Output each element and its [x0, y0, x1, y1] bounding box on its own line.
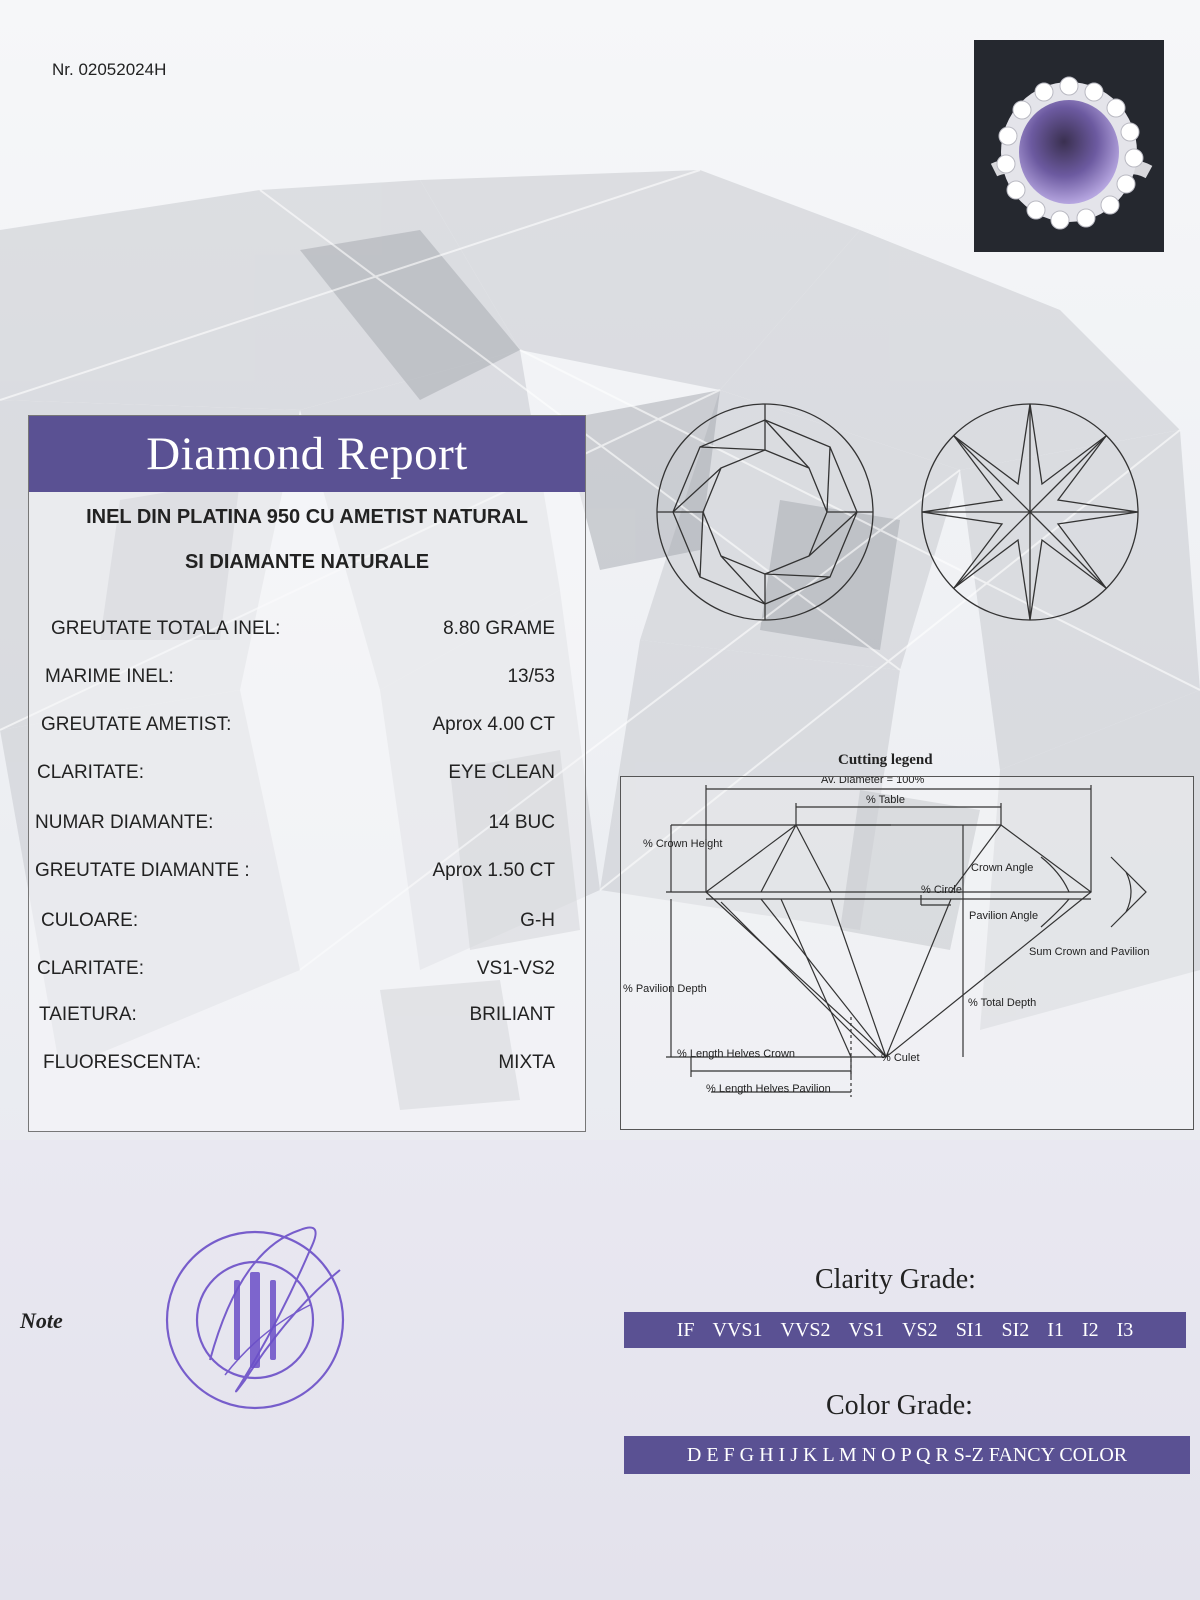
label-av-diameter: Av. Diameter = 100%	[821, 777, 925, 786]
row-value: BRILIANT	[469, 1004, 555, 1025]
row-label: CLARITATE:	[37, 762, 144, 783]
label-crown-angle: Crown Angle	[971, 862, 1034, 874]
row-label: FLUORESCENTA:	[43, 1052, 202, 1073]
label-pavilion-depth: % Pavilion Depth	[623, 983, 707, 995]
report-title: Diamond Report	[146, 428, 468, 480]
row-value: MIXTA	[498, 1052, 555, 1073]
report-row	[29, 1052, 585, 1082]
ring-photo	[974, 40, 1164, 252]
row-value: G-H	[520, 910, 555, 931]
amethyst-ring-image	[974, 40, 1164, 252]
label-pavilion-angle: Pavilion Angle	[969, 910, 1039, 922]
note-label: Note	[20, 1308, 63, 1333]
row-label: GREUTATE DIAMANTE :	[35, 860, 250, 881]
cutting-legend-panel	[620, 776, 1194, 1130]
clarity-grade-title: Clarity Grade:	[815, 1264, 976, 1295]
report-subtitle-line1: INEL DIN PLATINA 950 CU AMETIST NATURAL	[86, 506, 528, 528]
row-value: VS1-VS2	[476, 958, 555, 979]
clarity-grade-item: VS1	[848, 1318, 885, 1341]
document-number: Nr. 02052024H	[52, 60, 167, 79]
row-label: GREUTATE AMETIST:	[41, 714, 232, 735]
report-row	[29, 812, 585, 842]
report-row	[29, 1004, 585, 1034]
clarity-grade-item: VS2	[902, 1318, 938, 1341]
report-row	[29, 714, 585, 744]
report-row	[29, 860, 585, 890]
label-sum-crown-pavilion: Sum Crown and Pavilion	[1029, 946, 1150, 958]
row-label: CLARITATE:	[37, 958, 144, 979]
clarity-grade-scale	[624, 1312, 1186, 1348]
row-value: 14 BUC	[488, 812, 555, 833]
label-length-halves-pavilion: % Length Helves Pavilion	[706, 1083, 831, 1095]
label-crown-height: % Crown Height	[643, 838, 723, 850]
row-label: GREUTATE TOTALA INEL:	[51, 618, 281, 639]
cutting-legend-diagram	[621, 777, 1193, 1129]
row-label: TAIETURA:	[39, 1004, 137, 1025]
color-grade-title: Color Grade:	[826, 1390, 973, 1421]
label-total-depth: % Total Depth	[968, 997, 1037, 1009]
label-culet: % Culet	[881, 1052, 920, 1064]
row-label: CULOARE:	[41, 910, 139, 931]
row-value: EYE CLEAN	[448, 762, 555, 783]
diamond-report-panel	[28, 415, 586, 1132]
color-grade-scale: D E F G H I J K L M N O P Q R S-Z FANCY COLOR	[624, 1436, 1190, 1474]
row-value: 8.80 GRAME	[443, 618, 555, 639]
label-length-halves-crown: % Length Helves Crown	[677, 1048, 796, 1060]
clarity-grade-item: SI2	[1001, 1318, 1030, 1341]
clarity-grade-item: VVS1	[712, 1318, 763, 1341]
pavilion-view-diagram	[922, 404, 1138, 620]
report-subtitle-line2: SI DIAMANTE NATURALE	[184, 551, 430, 573]
row-value: Aprox 4.00 CT	[432, 714, 555, 735]
report-row	[29, 910, 585, 940]
report-row	[29, 618, 585, 648]
label-circle: % Circle	[921, 884, 962, 896]
report-row	[29, 958, 585, 988]
clarity-grade-item: I3	[1116, 1318, 1134, 1341]
row-value: Aprox 1.50 CT	[432, 860, 555, 881]
clarity-grade-item: SI1	[955, 1318, 984, 1341]
clarity-grade-item: I1	[1047, 1318, 1064, 1341]
row-label: MARIME INEL:	[45, 666, 174, 687]
cutting-legend-title: Cutting legend	[838, 752, 933, 768]
clarity-grade-item: I2	[1081, 1318, 1099, 1341]
brilliant-cut-diagrams	[650, 400, 1150, 630]
report-row	[29, 762, 585, 792]
row-value: 13/53	[507, 666, 555, 687]
crown-view-diagram	[657, 404, 873, 620]
report-header	[29, 416, 585, 492]
clarity-grade-item: IF	[676, 1318, 695, 1341]
company-stamp-seal	[150, 1210, 360, 1420]
row-label: NUMAR DIAMANTE:	[35, 812, 214, 833]
report-row	[29, 666, 585, 696]
clarity-grade-item: VVS2	[780, 1318, 831, 1341]
label-table: % Table	[866, 794, 905, 806]
